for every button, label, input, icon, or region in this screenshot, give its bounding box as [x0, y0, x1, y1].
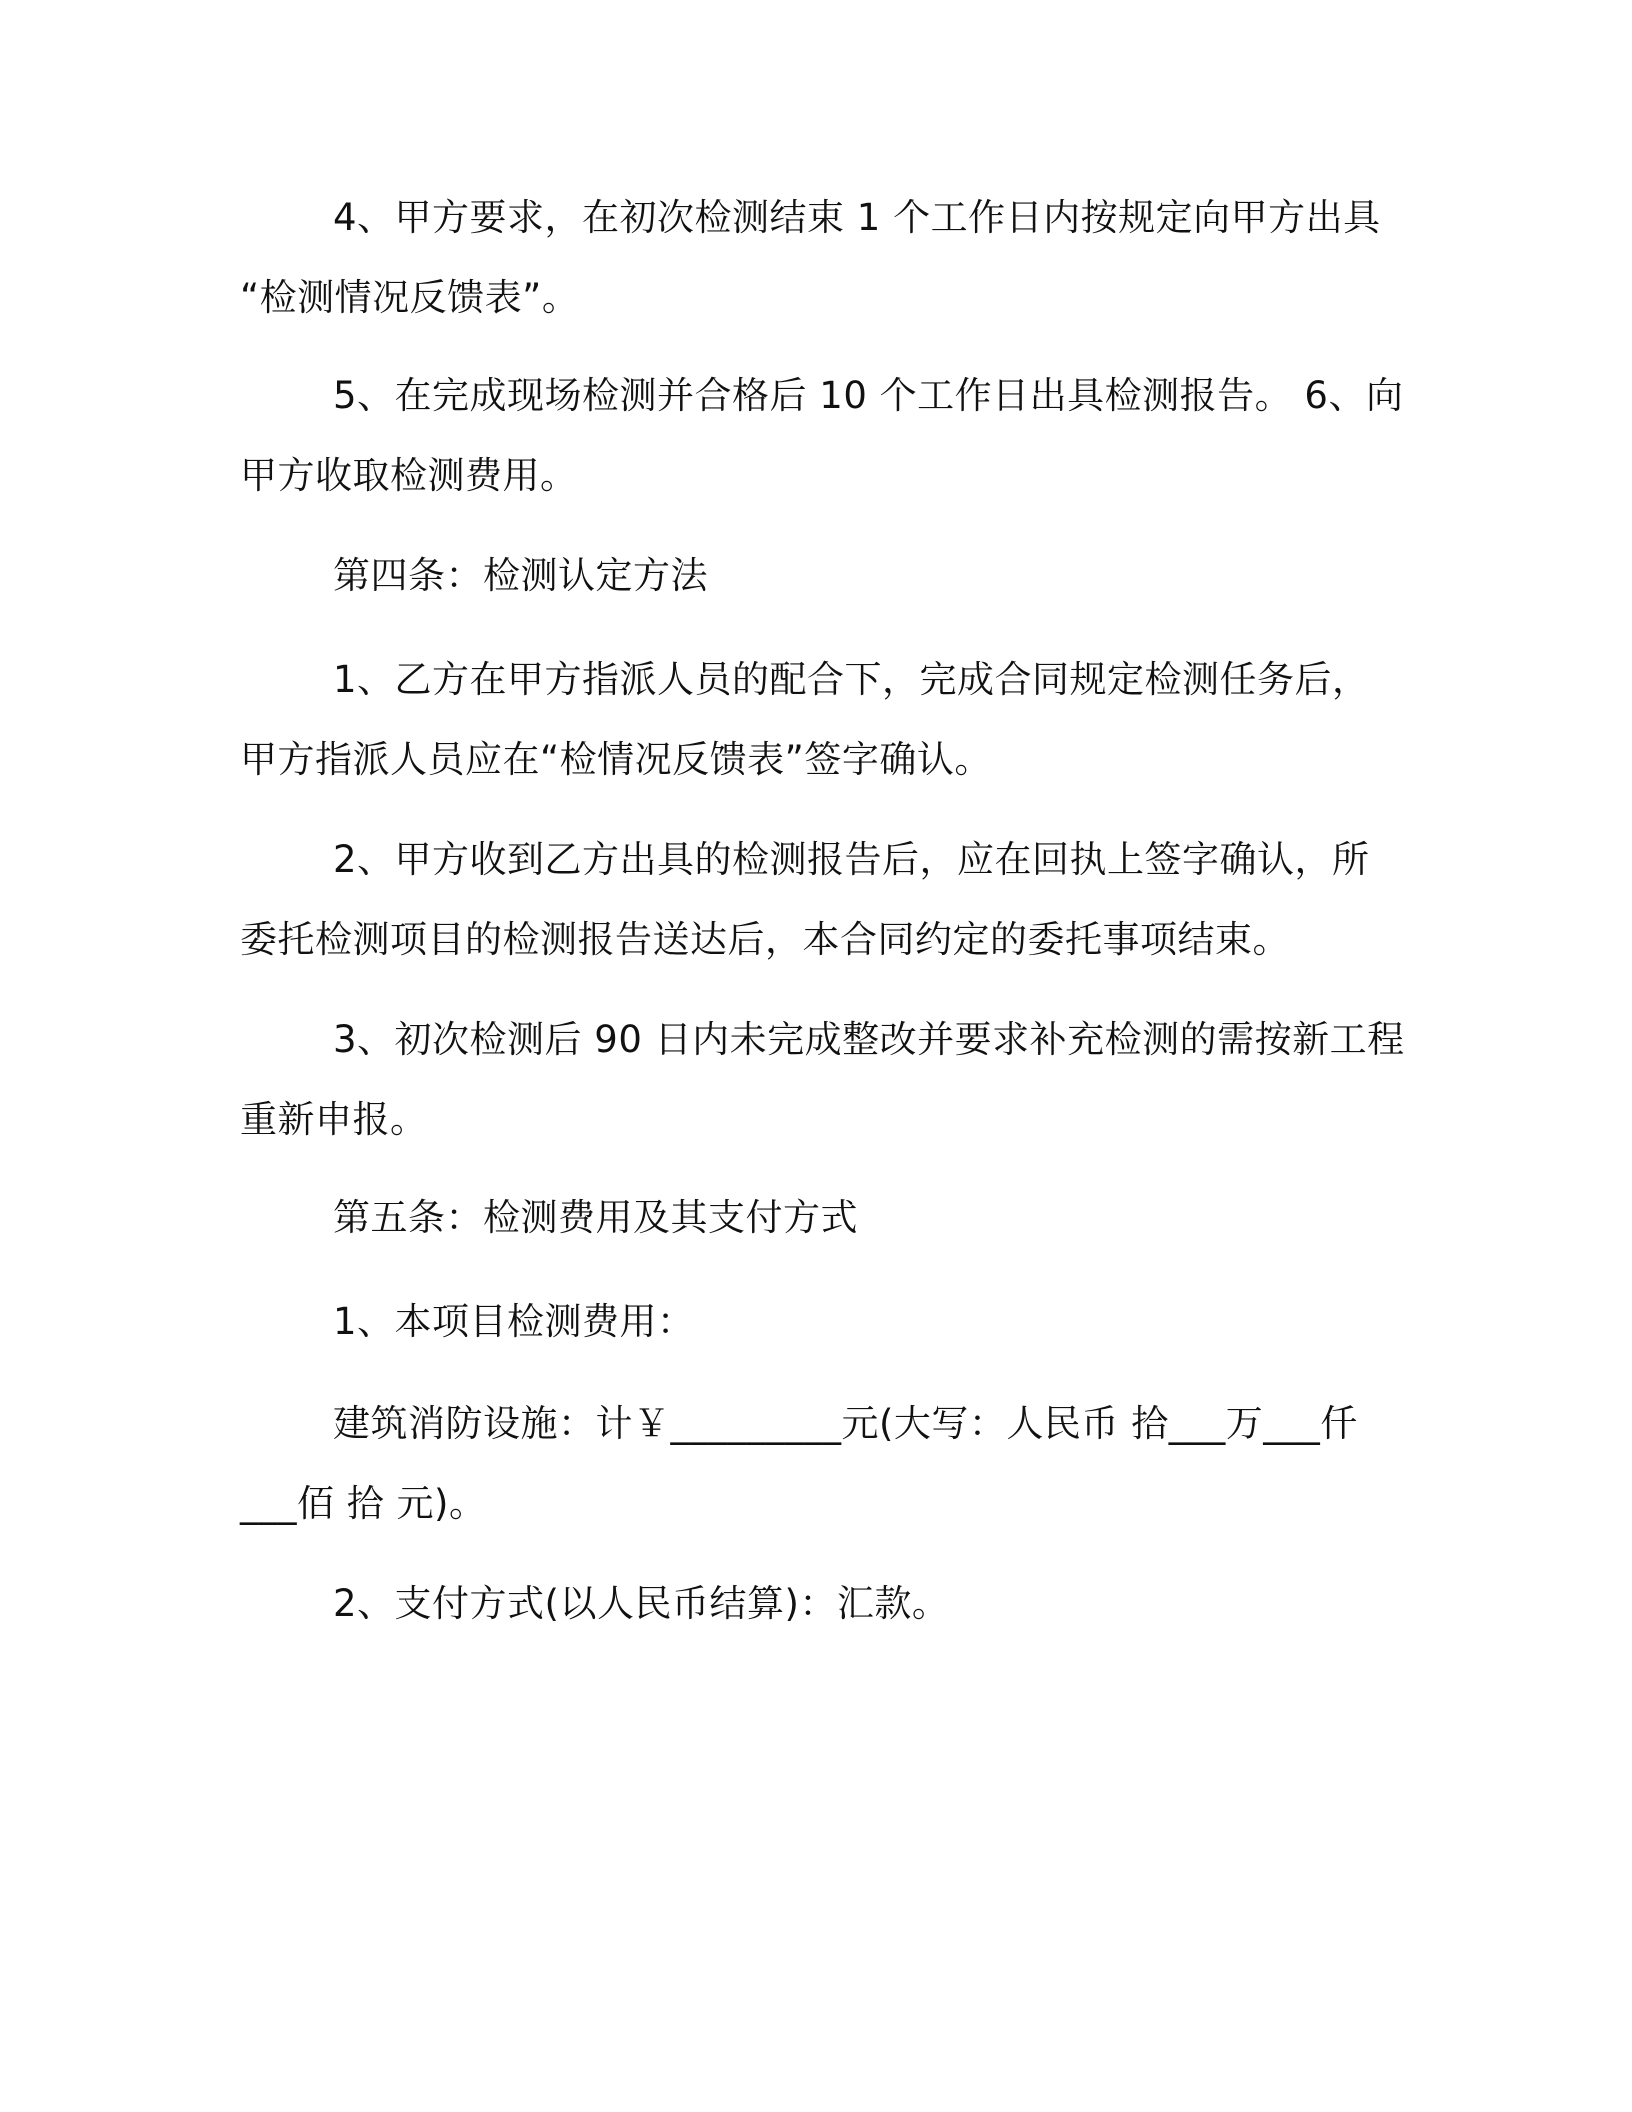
- text-line: 第五条：检测费用及其支付方式: [333, 1196, 858, 1239]
- paragraph-fee-amount: [240, 1384, 1390, 1544]
- paragraph-item-4: [240, 178, 1390, 338]
- text-line: 第四条：检测认定方法: [333, 554, 708, 597]
- paragraph-article-4-item-1: [240, 640, 1390, 800]
- text-line: “检测情况反馈表”。: [240, 276, 580, 319]
- text-line: ___佰 拾 元)。: [240, 1482, 487, 1525]
- paragraph-article-5-item-1: [240, 1282, 1390, 1362]
- paragraph-article-5-item-2: [240, 1564, 1390, 1644]
- paragraph-article-4-item-2: [240, 820, 1390, 980]
- text-line: 重新申报。: [240, 1098, 428, 1141]
- text-line: 2、支付方式(以人民币结算)：汇款。: [333, 1582, 950, 1625]
- paragraph-article-4-item-3: [240, 1000, 1405, 1160]
- text-line: 2、甲方收到乙方出具的检测报告后，应在回执上签字确认，所: [333, 838, 1370, 881]
- section-heading-article-5: [240, 1178, 1390, 1258]
- text-line: 甲方收取检测费用。: [240, 454, 578, 497]
- section-heading-article-4: [240, 536, 1390, 616]
- text-line: 1、乙方在甲方指派人员的配合下，完成合同规定检测任务后，: [333, 658, 1370, 701]
- text-line: 4、甲方要求，在初次检测结束 1 个工作日内按规定向甲方出具: [333, 196, 1381, 239]
- text-line: 委托检测项目的检测报告送达后，本合同约定的委托事项结束。: [240, 918, 1290, 961]
- text-line: 5、在完成现场检测并合格后 10 个工作日出具检测报告。 6、向: [333, 374, 1404, 417]
- text-line: 1、本项目检测费用：: [333, 1300, 695, 1343]
- paragraph-item-5-6: [240, 356, 1404, 516]
- text-line: 甲方指派人员应在“检情况反馈表”签字确认。: [240, 738, 992, 781]
- text-line: 3、初次检测后 90 日内未完成整改并要求补充检测的需按新工程: [333, 1018, 1405, 1061]
- text-line: 建筑消防设施：计￥_________元(大写：人民币 拾___万___仟: [333, 1402, 1358, 1445]
